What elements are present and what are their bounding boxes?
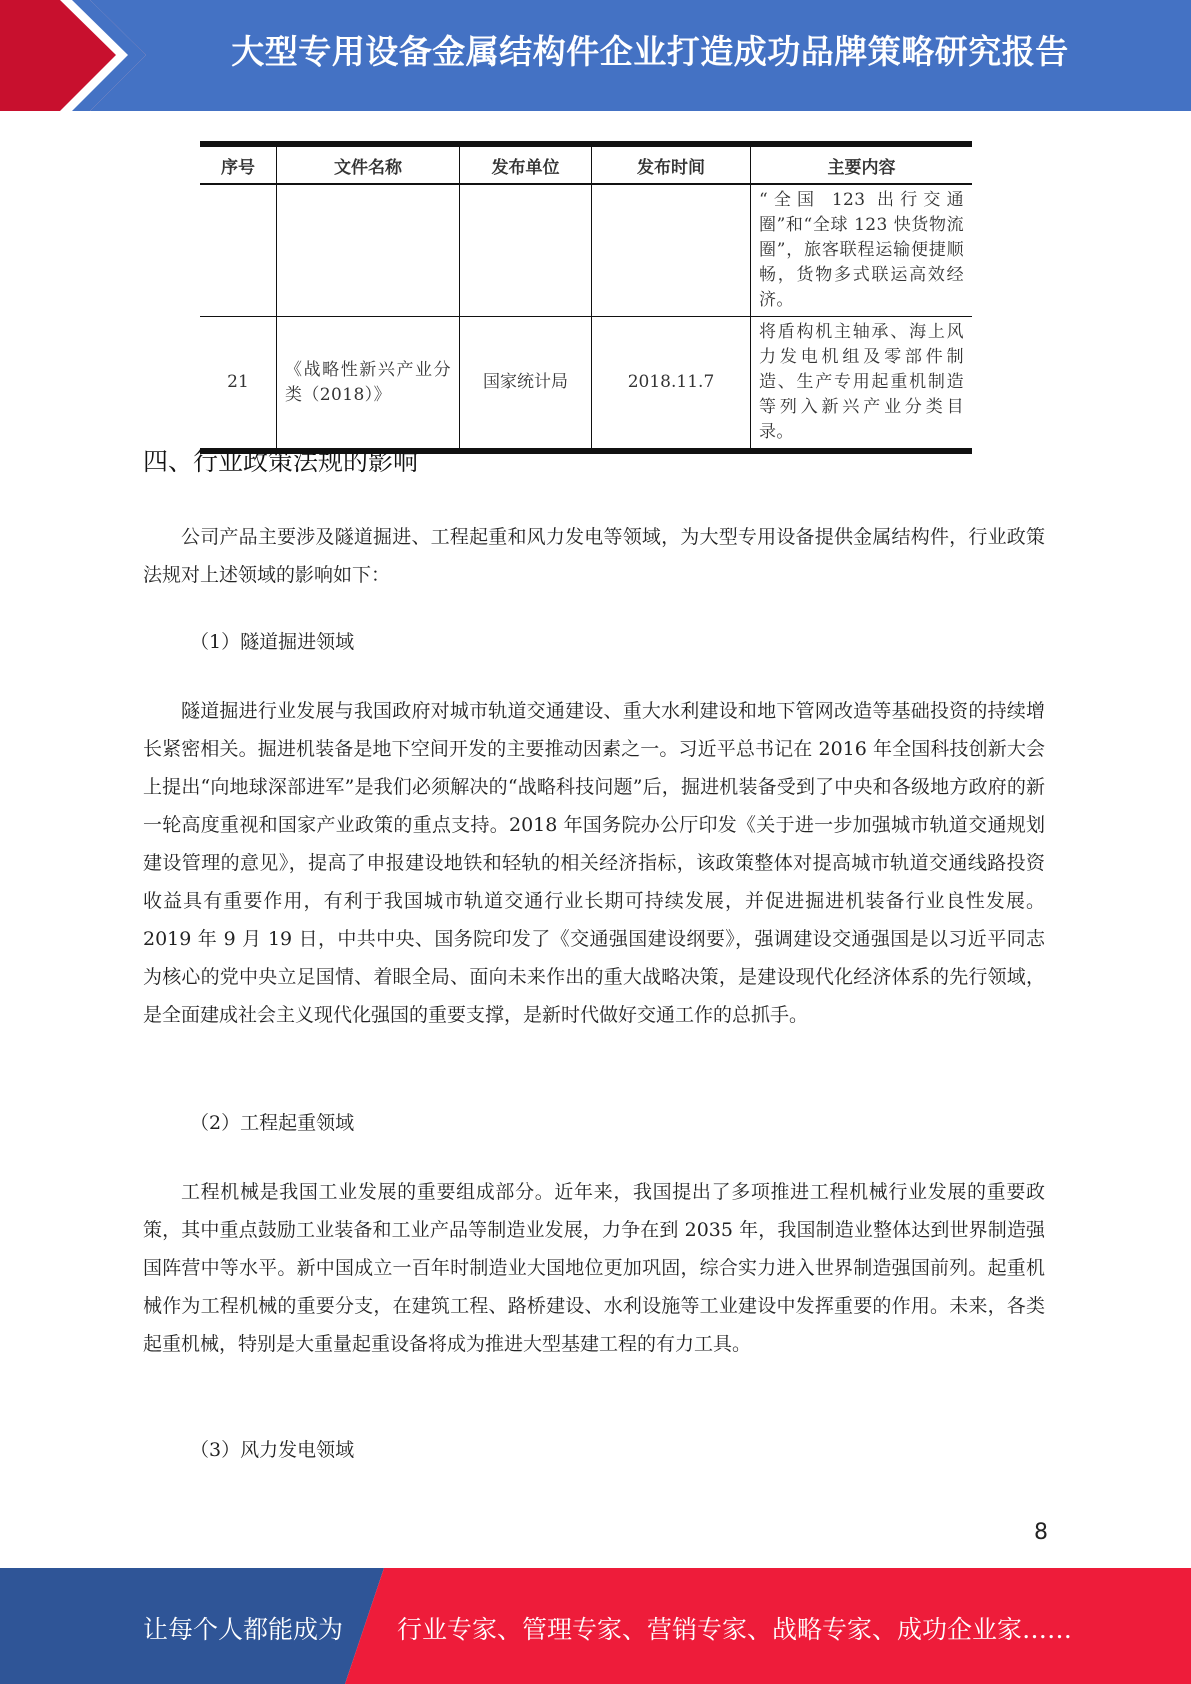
subheading-tunnel: （1）隧道掘进领域: [190, 631, 355, 653]
column-header-date: 发布时间: [592, 144, 751, 184]
section-heading: 四、行业政策法规的影响: [143, 447, 419, 476]
page-number: 8: [1034, 1520, 1048, 1545]
cell-date: 2018.11.7: [592, 317, 751, 452]
cell-date: [592, 184, 751, 317]
page-footer: [0, 1568, 1191, 1684]
document-title: 大型专用设备金属结构件企业打造成功品牌策略研究报告: [231, 32, 1069, 71]
subheading-lifting: （2）工程起重领域: [190, 1112, 355, 1134]
cell-no: 21: [227, 372, 249, 392]
page-header: [0, 0, 1191, 111]
cell-unit: 国家统计局: [460, 317, 592, 452]
cell-no: [200, 184, 277, 317]
cell-content: “全国 123 出行交通圈”和“全球 123 快货物流圈”，旅客联程运输便捷顺畅，货物多式联运高效经济。: [751, 184, 973, 317]
column-header-no: 序号: [200, 144, 277, 184]
column-header-unit: 发布单位: [460, 144, 592, 184]
table-row: [200, 317, 972, 452]
paragraph-tunnel: 隧道掘进行业发展与我国政府对城市轨道交通建设、重大水利建设和地下管网改造等基础投资的持续增长紧密相关。掘进机装备是地下空间开发的主要推动因素之一。习近平总书记在 2016 年全国科技创新大会上提出“向地球深部进军”是我们必须解决的“战略科技问题”后，掘进机装备受到了中央和各级地方政府的新一轮高度重视和国家产业政策的重点支持。2018 年国务院办公厅印发《关于进一步加强城市轨道交通规划建设管理的意见》，提高了申报建设地铁和轻轨的相关经济指标，该政策整体对提高城市轨道交通线路投资收益具有重要作用，有利于我国城市轨道交通行业长期可持续发展，并促进掘进机装备行业良性发展。2019 年 9 月 19 日，中共中央、国务院印发了《交通强国建设纲要》，强调建设交通强国是以习近平同志为核心的党中央立足国情、着眼全局、面向未来作出的重大战略决策，是建设现代化经济体系的先行领域，是全面建成社会主义现代化强国的重要支撑，是新时代做好交通工作的总抓手。: [143, 700, 1045, 1026]
paragraph-lifting: 工程机械是我国工业发展的重要组成部分。近年来，我国提出了多项推进工程机械行业发展的重要政策，其中重点鼓励工业装备和工业产品等制造业发展，力争在到 2035 年，我国制造业整体达到世界制造强国阵营中等水平。新中国成立一百年时制造业大国地位更加巩固，综合实力进入世界制造强国前列。起重机械作为工程机械的重要分支，在建筑工程、路桥建设、水利设施等工业建设中发挥重要的作用。未来，各类起重机械，特别是大重量起重设备将成为推进大型基建工程的有力工具。: [143, 1181, 1045, 1355]
subheading-wind: （3）风力发电领域: [190, 1439, 355, 1461]
footer-slogan-right: 行业专家、管理专家、营销专家、战略专家、成功企业家……: [397, 1615, 1073, 1644]
intro-paragraph: 公司产品主要涉及隧道掘进、工程起重和风力发电等领域，为大型专用设备提供金属结构件，行业政策法规对上述领域的影响如下：: [143, 526, 1045, 586]
footer-slogan-left: 让每个人都能成为: [143, 1615, 344, 1644]
table-row: [200, 184, 972, 317]
cell-content: 将盾构机主轴承、海上风力发电机组及零部件制造、生产专用起重机制造等列入新兴产业分类目录。: [751, 317, 973, 452]
policy-table: [200, 141, 972, 454]
cell-name: 《战略性新兴产业分类（2018）》: [277, 317, 460, 452]
cell-unit: [460, 184, 592, 317]
header-chevron-logo: [0, 0, 160, 111]
column-header-content: 主要内容: [751, 144, 973, 184]
column-header-name: 文件名称: [277, 144, 460, 184]
cell-name: [277, 184, 460, 317]
table-header-row: [200, 144, 972, 184]
